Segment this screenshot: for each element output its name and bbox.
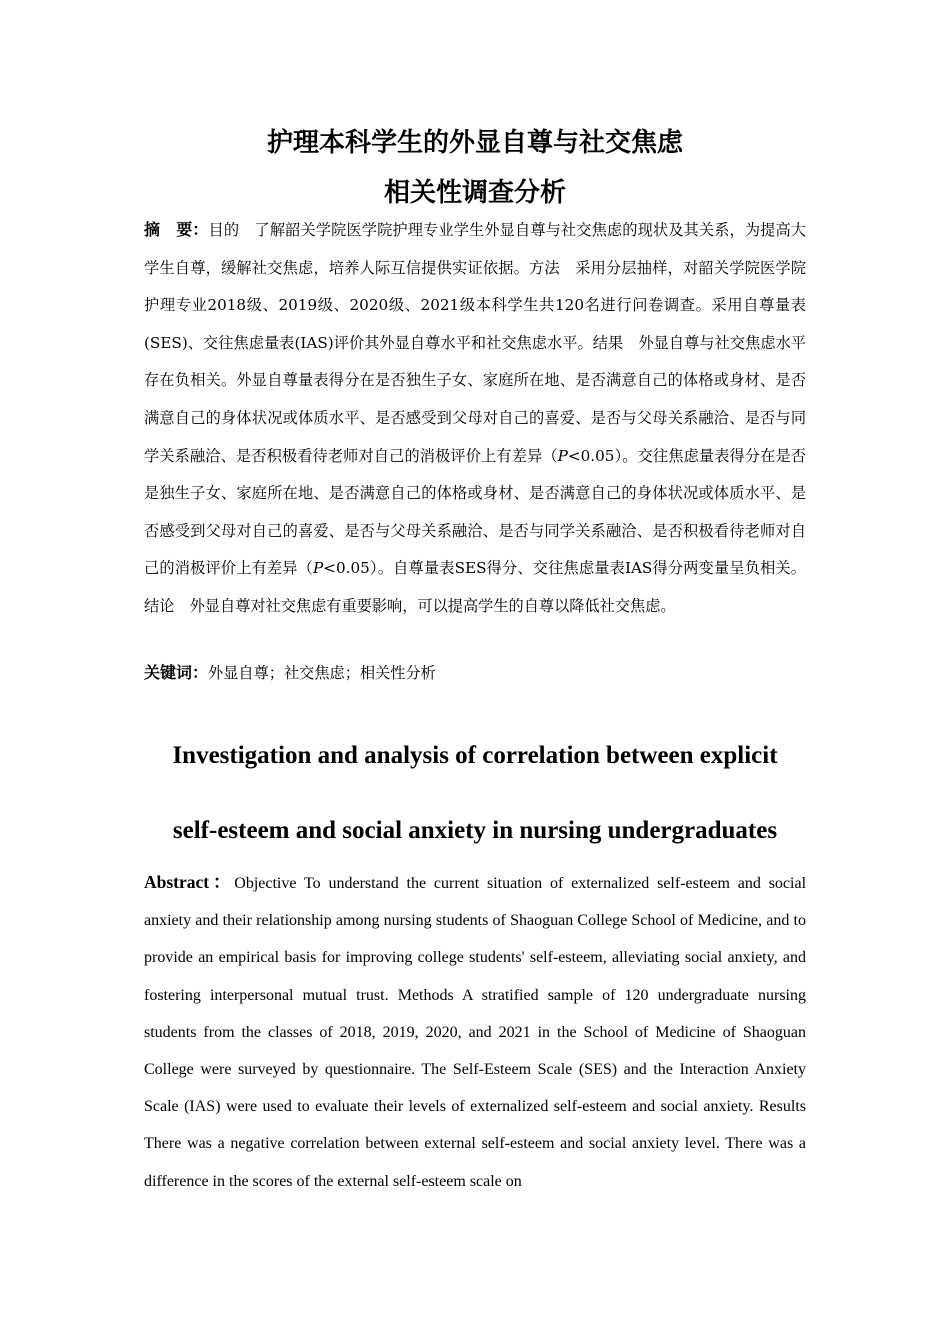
chinese-abstract-text-3: <0.05）。自尊量表SES得分、交往焦虑量表IAS得分两变量呈负相关。结论 外显自尊对社交焦虑有重要影响，可以提高学生的自尊以降低社交焦虑。 [144,559,806,615]
chinese-keywords-label: 关键词： [144,663,209,682]
english-title-line-2: self-esteem and social anxiety in nursing undergraduates [172,817,778,844]
chinese-keywords [144,658,806,688]
chinese-abstract-label: 摘 要： [144,220,209,239]
chinese-abstract-text-1: 目的 了解韶关学院医学院护理专业学生外显自尊与社交焦虑的现状及其关系，为提高大学生自尊，缓解社交焦虑，培养人际互信提供实证依据。方法 采用分层抽样，对韶关学院医学院护理专业2018级、2019级、2020级、2021级本科学生共120名进行问卷调查。采用自尊量表(SES)、交往焦虑量表(IAS)评价其外显自尊水平和社交焦虑水平。结果 外显自尊与社交焦虑水平存在负相关。外显自尊量表得分在是否独生子女、家庭所在地、是否满意自己的体格或身材、是否满意自己的身体状况或体质水平、是否感受到父母对自己的喜爱、是否与父母关系融洽、是否与同学关系融洽、是否积极看待老师对自己的消极评价上有差异（ [144,221,806,465]
chinese-title-line-2: 相关性调查分析 [383,178,566,208]
chinese-title-line-1: 护理本科学生的外显自尊与社交焦虑 [266,128,683,158]
english-abstract [144,864,806,1200]
english-title-line-1: Investigation and analysis of correlation between explicit [172,742,778,769]
english-abstract-text: Objective To understand the current situation of externalized self-esteem and social anxiety and their relationship among nursing students of Shaoguan College School of Medicine, and to provide an empirical basis for improving college students' self-esteem, alleviating social anxiety, and fostering interpersonal mutual trust. Methods A stratified sample of 120 undergraduate nursing students from the classes of 2018, 2019, 2020, and 2021 in the School of Medicine of Shaoguan College were surveyed by questionnaire. The Self-Esteem Scale (SES) and the Interaction Anxiety Scale (IAS) were used to evaluate their levels of externalized self-esteem and social anxiety. Results There was a negative correlation between external self-esteem and social anxiety level. There was a difference in the scores of the external self-esteem scale on [144,875,807,1190]
chinese-abstract-text-2: <0.05）。交往焦虑量表得分在是否是独生子女、家庭所在地、是否满意自己的体格或身材、是否满意自己的身体状况或体质水平、是否感受到父母对自己的喜爱、是否与父母关系融洽、是否与同学关系融洽、是否积极看待老师对自己的消极评价上有差异（ [144,446,806,578]
chinese-abstract [144,211,806,626]
english-abstract-label: Abstract： [144,872,235,892]
chinese-keywords-text: 外显自尊；社交焦虑；相关性分析 [208,664,436,682]
p-value-symbol: P [313,559,324,578]
p-value-symbol: P [557,446,568,465]
